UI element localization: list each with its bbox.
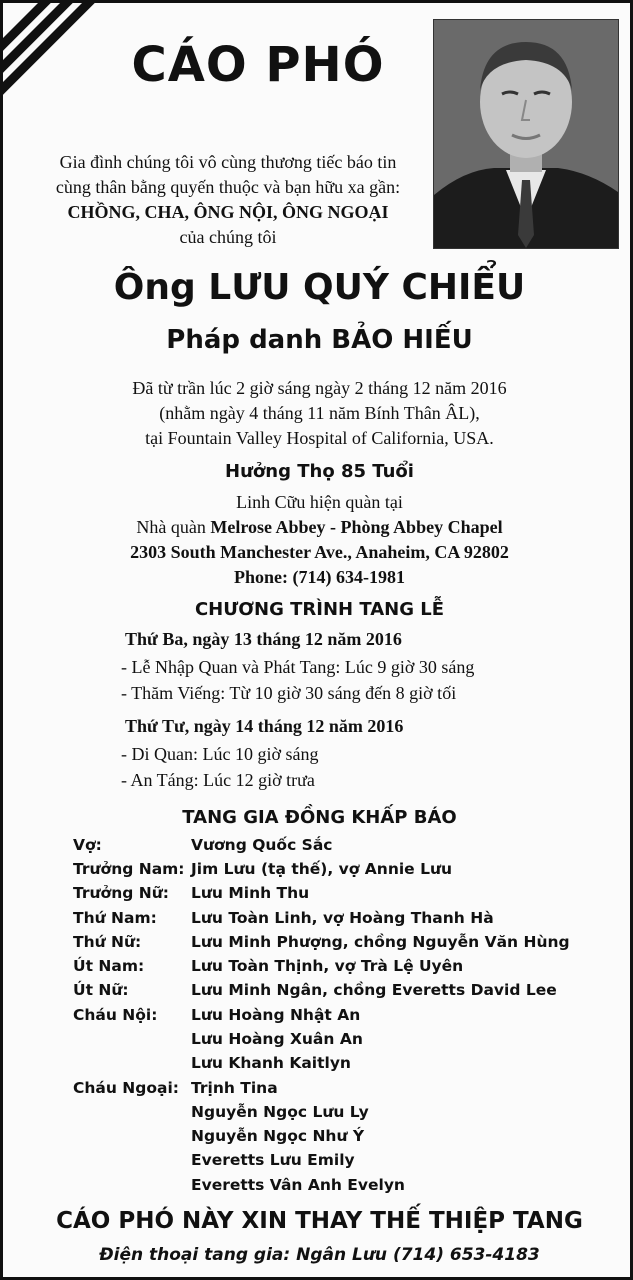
location-line: Linh Cữu hiện quàn tại (236, 492, 403, 512)
age-line: Hưởng Thọ 85 Tuổi (225, 461, 414, 482)
intro-line: của chúng tôi (179, 227, 277, 247)
contact-footer: Điện thoại tang gia: Ngân Lưu (714) 653-4183 (99, 1245, 540, 1265)
family-row (73, 1103, 369, 1121)
relation-label: Út Nam: (73, 957, 145, 975)
relation-name: Jim Lưu (tạ thế), vợ Annie Lưu (191, 860, 453, 878)
family-row (73, 884, 309, 902)
relation-name: Lưu Toàn Linh, vợ Hoàng Thanh Hà (191, 909, 494, 927)
family-row (73, 1127, 364, 1145)
program-item: - Di Quan: Lúc 10 giờ sáng (121, 744, 319, 764)
relation-name: Everetts Lưu Emily (191, 1151, 355, 1169)
relation-label: Cháu Ngoại: (73, 1079, 179, 1097)
relation-name: Nguyễn Ngọc Lưu Ly (191, 1103, 369, 1121)
relation-name: Nguyễn Ngọc Như Ý (191, 1127, 365, 1145)
family-heading: TANG GIA ĐỒNG KHẤP BÁO (182, 807, 457, 828)
chapel-line (3, 515, 633, 540)
relation-label: Trưởng Nữ: (73, 884, 169, 902)
relation-name: Lưu Hoàng Nhật An (191, 1006, 361, 1024)
relation-label: Út Nữ: (73, 981, 129, 999)
relation-label: Cháu Nội: (73, 1006, 158, 1024)
program-item: - An Táng: Lúc 12 giờ trưa (121, 770, 315, 790)
chapel-prefix: Nhà quàn (136, 517, 211, 537)
relation-name: Lưu Khanh Kaitlyn (191, 1054, 351, 1072)
program-item: - Lễ Nhập Quan và Phát Tang: Lúc 9 giờ 30 sáng (121, 657, 475, 677)
intro-line: cùng thân bằng quyến thuộc và bạn hữu xa gần: (55, 177, 401, 197)
family-row (73, 1079, 278, 1097)
family-row (73, 981, 557, 999)
family-row (73, 836, 332, 854)
address-line: 2303 South Manchester Ave., Anaheim, CA 92802 (130, 542, 509, 562)
family-row (73, 1151, 355, 1169)
chapel-name: Melrose Abbey - Phòng Abbey Chapel (210, 517, 503, 537)
death-details (3, 376, 633, 451)
family-row (73, 933, 570, 951)
relation-name: Lưu Toàn Thịnh, vợ Trà Lệ Uyên (191, 957, 464, 975)
notice-footer: CÁO PHÓ NÀY XIN THAY THẾ THIỆP TANG (56, 1208, 583, 1234)
relation-name: Lưu Minh Thu (191, 884, 310, 902)
phone-line: Phone: (714) 634-1981 (234, 567, 405, 587)
intro-text (33, 150, 423, 250)
family-row (73, 957, 463, 975)
relation-name: Everetts Vân Anh Evelyn (191, 1176, 405, 1194)
program-item: - Thăm Viếng: Từ 10 giờ 30 sáng đến 8 giờ tối (121, 683, 457, 703)
relation-name: Lưu Minh Phượng, chồng Nguyễn Văn Hùng (191, 933, 570, 951)
intro-line: Gia đình chúng tôi vô cùng thương tiếc báo tin (59, 152, 397, 172)
death-line: Đã từ trần lúc 2 giờ sáng ngày 2 tháng 12 năm 2016 (132, 378, 507, 398)
family-row (73, 1054, 351, 1072)
portrait-photo (433, 19, 619, 249)
relation-name: Lưu Hoàng Xuân An (191, 1030, 363, 1048)
relationship-line: CHỒNG, CHA, ÔNG NỘI, ÔNG NGOẠI (67, 202, 389, 222)
page-title: CÁO PHÓ (131, 37, 385, 93)
program-heading: CHƯƠNG TRÌNH TANG LỄ (194, 599, 445, 620)
relation-label: Vợ: (73, 836, 102, 854)
program-date: Thứ Ba, ngày 13 tháng 12 năm 2016 (125, 629, 402, 649)
relation-label: Thứ Nam: (73, 909, 157, 927)
dharma-name: Pháp danh BẢO HIẾU (166, 325, 473, 355)
relation-name: Lưu Minh Ngân, chồng Everetts David Lee (191, 981, 557, 999)
deceased-name: Ông LƯU QUÝ CHIỂU (113, 267, 526, 308)
family-row (73, 1006, 360, 1024)
relation-label: Thứ Nữ: (73, 933, 142, 951)
family-row (73, 909, 494, 927)
viewing-location (3, 490, 633, 590)
relation-label: Trưởng Nam: (73, 860, 185, 878)
death-line: (nhằm ngày 4 tháng 11 năm Bính Thân ÂL), (159, 403, 480, 423)
death-line: tại Fountain Valley Hospital of California, USA. (145, 428, 494, 448)
program-date: Thứ Tư, ngày 14 tháng 12 năm 2016 (125, 716, 404, 736)
family-row (73, 860, 452, 878)
relation-name: Trịnh Tina (191, 1079, 278, 1097)
family-row (73, 1176, 405, 1194)
relation-name: Vương Quốc Sắc (191, 836, 333, 854)
family-row (73, 1030, 363, 1048)
